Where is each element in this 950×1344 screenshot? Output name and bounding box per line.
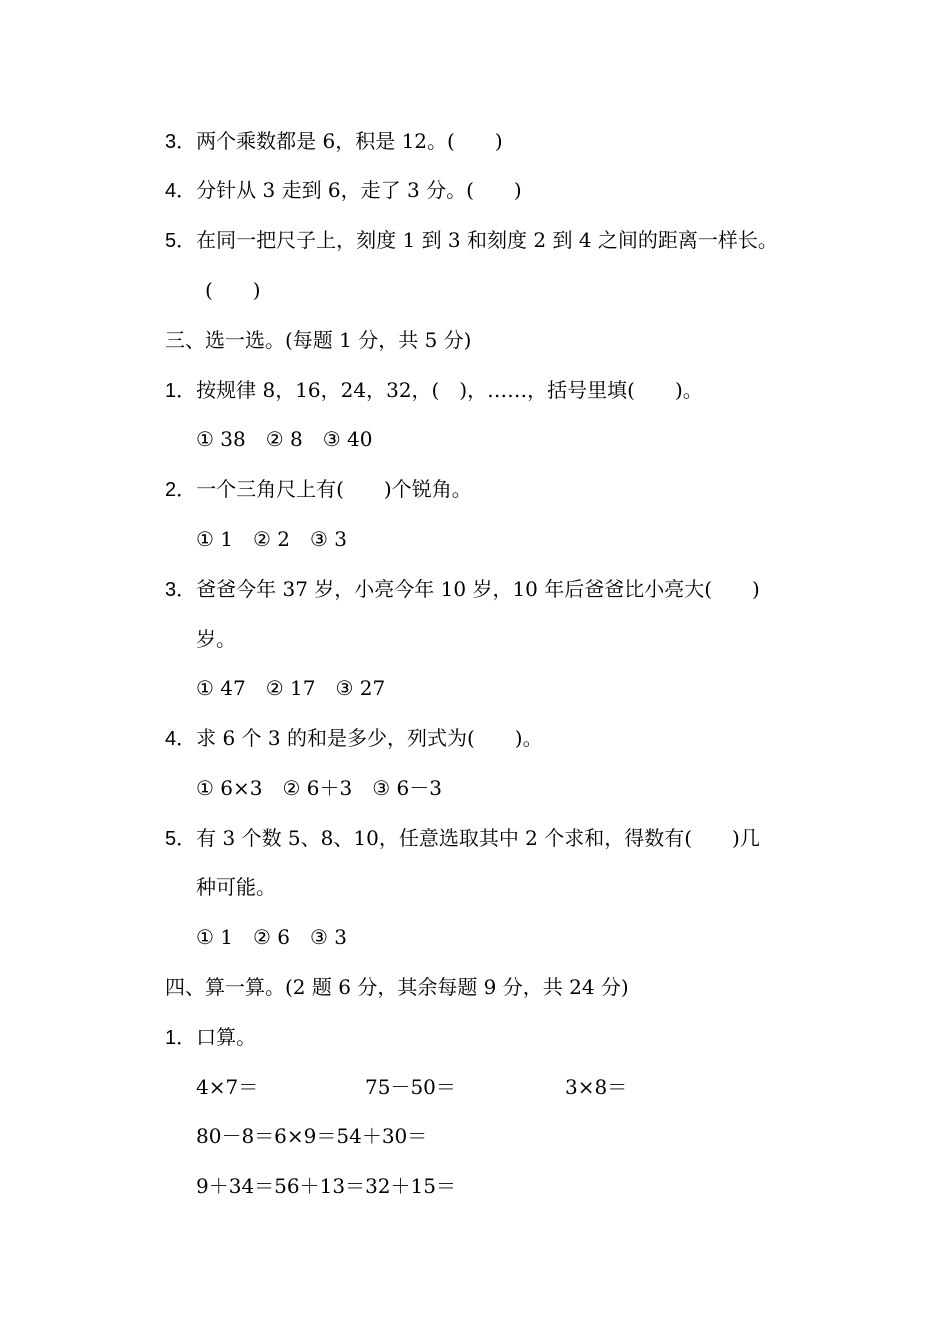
- choice-question-3-continued: 岁。: [196, 627, 236, 651]
- section-4-heading: 四、算一算。(2 题 6 分，其余每题 9 分，共 24 分): [165, 975, 629, 999]
- question-text: 爸爸今年 37 岁，小亮今年 10 岁，10 年后爸爸比小亮大( ): [196, 577, 760, 601]
- mental-math-item: 4×7＝: [196, 1075, 259, 1099]
- question-number: 5．: [165, 230, 197, 252]
- judge-question-5-answer-blank: ( ): [205, 278, 261, 302]
- question-text: 口算。: [196, 1025, 257, 1049]
- choice-question-5: [165, 825, 760, 852]
- question-number: 4．: [165, 180, 197, 202]
- question-number: 4．: [165, 728, 197, 750]
- choice-question-2-options: ① 1 ② 2 ③ 3: [196, 527, 348, 551]
- question-text: 按规律 8，16，24，32，( )，……，括号里填( )。: [196, 378, 703, 402]
- question-text: 有 3 个数 5、8、10，任意选取其中 2 个求和，得数有( )几: [196, 826, 760, 850]
- calc-question-1: [165, 1024, 256, 1051]
- judge-question-4: [165, 177, 522, 204]
- choice-question-3-options: ① 47 ② 17 ③ 27: [196, 676, 386, 700]
- question-number: 5．: [165, 828, 197, 850]
- judge-question-5: [165, 227, 778, 254]
- question-number: 1．: [165, 1027, 197, 1049]
- mental-math-item: 75－50＝: [365, 1075, 456, 1099]
- choice-question-1-options: ① 38 ② 8 ③ 40: [196, 427, 373, 451]
- choice-question-1: [165, 377, 703, 404]
- question-text: 在同一把尺子上，刻度 1 到 3 和刻度 2 到 4 之间的距离一样长。: [196, 228, 778, 252]
- section-3-heading: 三、选一选。(每题 1 分，共 5 分): [165, 328, 472, 352]
- choice-question-5-options: ① 1 ② 6 ③ 3: [196, 925, 348, 949]
- judge-question-3: [165, 128, 503, 155]
- mental-math-item: 3×8＝: [565, 1075, 628, 1099]
- question-number: 3．: [165, 131, 197, 153]
- choice-question-3: [165, 576, 760, 603]
- choice-question-2: [165, 476, 472, 503]
- question-text: 一个三角尺上有( )个锐角。: [196, 477, 472, 501]
- choice-question-5-continued: 种可能。: [196, 875, 276, 899]
- question-text: 求 6 个 3 的和是多少，列式为( )。: [196, 726, 543, 750]
- choice-question-4: [165, 725, 543, 752]
- question-text: 分针从 3 走到 6，走了 3 分。( ): [196, 178, 522, 202]
- question-number: 3．: [165, 579, 197, 601]
- question-text: 两个乘数都是 6，积是 12。( ): [196, 129, 503, 153]
- mental-math-row-3: 9＋34＝56＋13＝32＋15＝: [196, 1174, 456, 1198]
- question-number: 2．: [165, 479, 197, 501]
- question-number: 1．: [165, 380, 197, 402]
- choice-question-4-options: ① 6×3 ② 6＋3 ③ 6－3: [196, 776, 442, 800]
- mental-math-row-2: 80－8＝6×9＝54＋30＝: [196, 1124, 428, 1148]
